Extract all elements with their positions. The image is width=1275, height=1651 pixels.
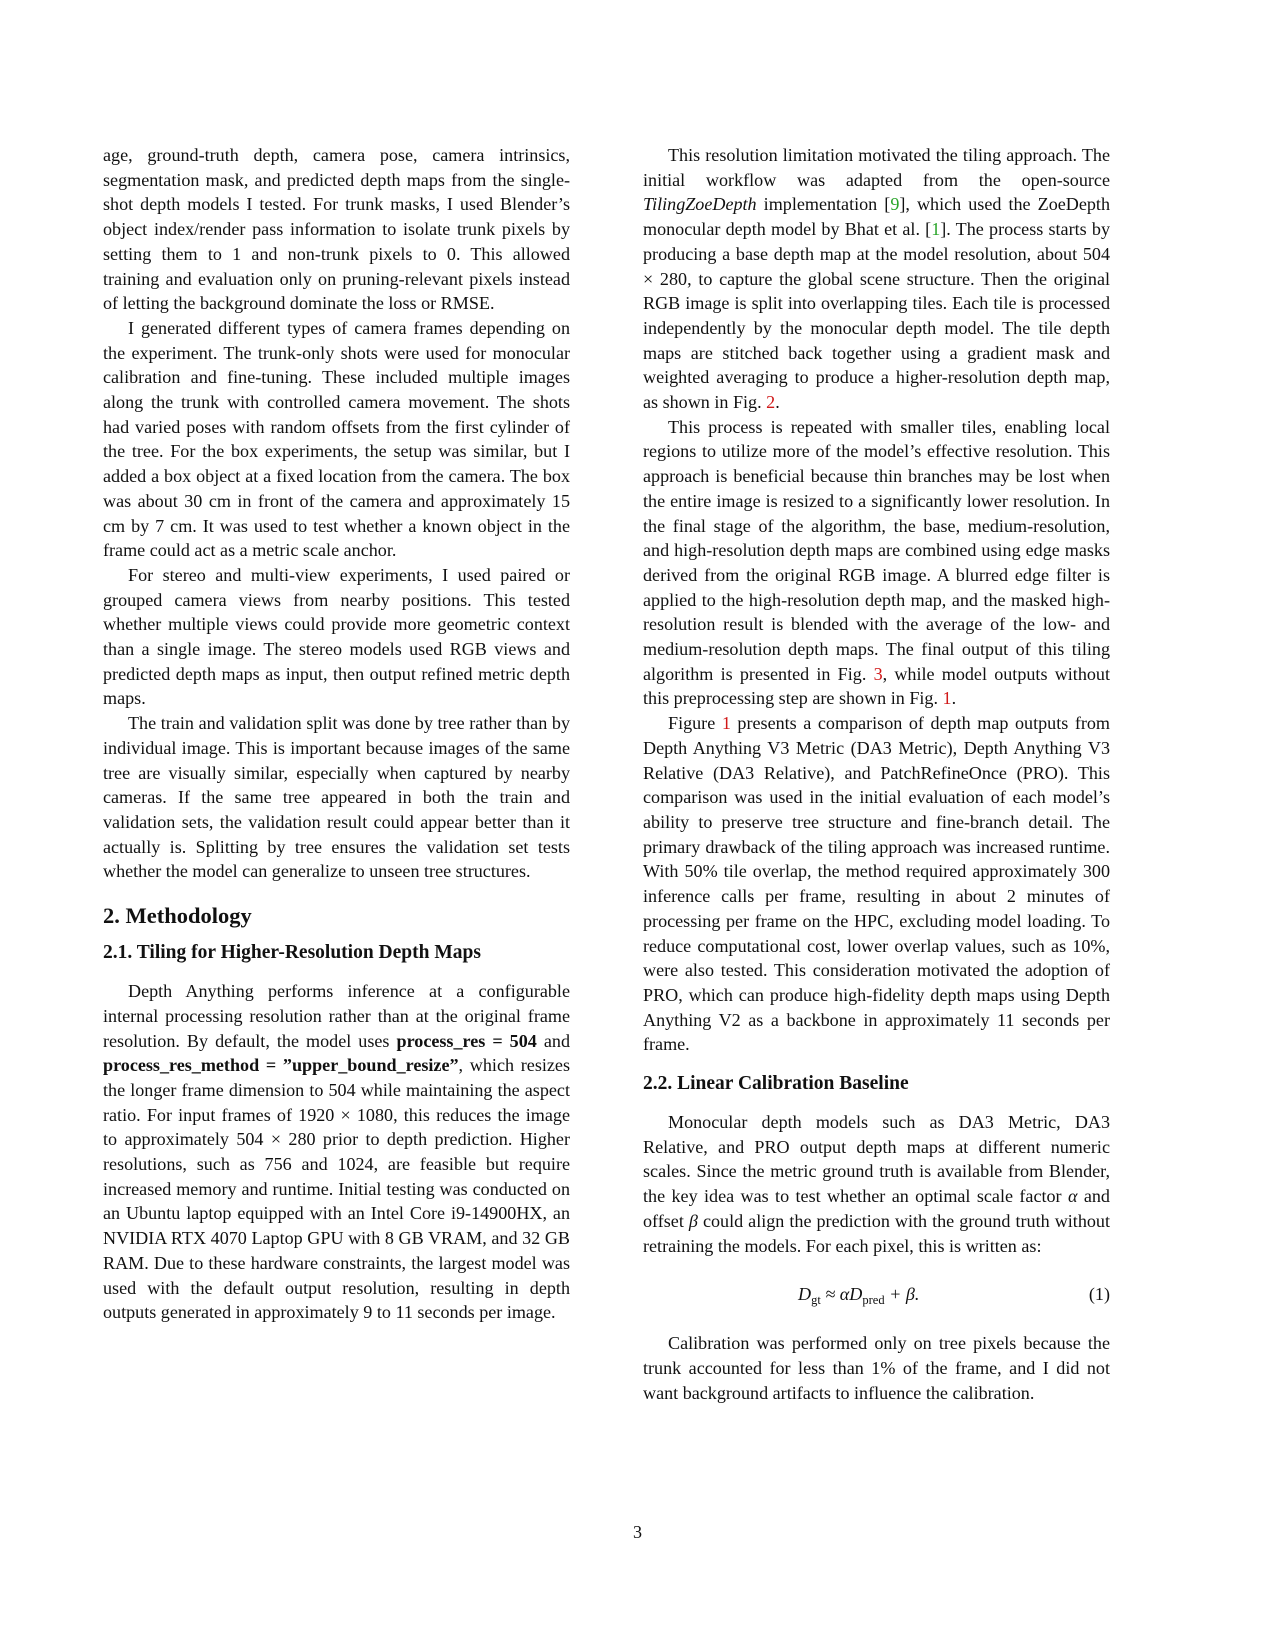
text-run: . — [951, 688, 957, 709]
math-symbol: α — [1067, 1186, 1078, 1207]
text-run: ]. The process starts by producing a base depth map at the model resolution, about 504 × 280, to capture the global scene structure. Then the original RGB image is split into overlapping tiles. Each tile is processed independently by the monocular depth model. The tile depth maps are stitched back together using a gradient mask and weighted averaging to produce a higher-resolution depth map, as shown in Fig. — [643, 219, 1110, 413]
text-run: . — [775, 392, 780, 413]
text-run: could align the prediction with the ground truth without retraining the models. For each pixel, this is written as: — [643, 1210, 1110, 1256]
subscript: gt — [811, 1293, 821, 1308]
text-run: Figure — [668, 713, 722, 734]
figure-ref-link[interactable]: 1 — [942, 688, 952, 709]
code-term: process_res = 504 — [396, 1030, 537, 1051]
paragraph — [103, 979, 570, 1325]
right-column — [643, 143, 1110, 1405]
left-column — [103, 143, 570, 1325]
math-symbol: D — [798, 1284, 812, 1305]
paragraph — [643, 415, 1110, 711]
text-run: and offset — [643, 1186, 1110, 1231]
math-symbol: + β. — [884, 1284, 920, 1305]
citation-link[interactable]: 9 — [890, 194, 900, 215]
text-run: This resolution limitation motivated the tiling approach. The initial workflow was adapted from the open-source — [643, 145, 1110, 190]
paragraph — [643, 143, 1110, 415]
text-run: ], which used the ZoeDepth monocular depth model by Bhat et al. [ — [643, 194, 1111, 240]
text-run: presents a comparison of depth map outputs from Depth Anything V3 Metric (DA3 Metric), Depth Anything V3 Relative (DA3 Relative), and PatchRefineOnce (PRO). This comparison was used in the initial evaluation of each model’s ability to preserve tree structure and fine-branch detail. The primary drawback of the tiling approach was increased runtime. With 50% tile overlap, the method required approximately 300 inference calls per frame, resulting in about 2 minutes of processing per frame on the HPC, excluding model loading. To reduce computational cost, lower overlap values, such as 10%, were also tested. This consideration motivated the adoption of PRO, which can produce high-fidelity depth maps using Depth Anything V2 as a backbone in approximately 11 seconds per frame. — [643, 713, 1110, 1055]
page-number: 3 — [632, 1522, 643, 1542]
emphasis: TilingZoeDepth — [643, 194, 757, 215]
paragraph: Calibration was performed only on tree pixels because the trunk accounted for less than 1% of the frame, and I did not want background artifacts to influence the calibration. — [643, 1333, 1110, 1403]
text-run: , which resizes the longer frame dimension to 504 while maintaining the aspect ratio. For input frames of 1920 × 1080, this reduces the image to approximately 504 × 280 prior to depth prediction. Higher resolutions, such as 756 and 1024, are feasible but require increased memory and runtime. Initial testing was conducted on an Ubuntu laptop equipped with an Intel Core i9-14900HX, an NVIDIA RTX 4070 Laptop GPU with 8 GB VRAM, and 32 GB RAM. Due to these hardware constraints, the largest model was used with the default output resolution, resulting in depth outputs generated in approximately 9 to 11 seconds per image. — [103, 1055, 570, 1323]
paragraph: I generated different types of camera frames depending on the experiment. The trunk-only shots were used for monocular calibration and fine-tuning. These included multiple images along the trunk with controlled camera movement. The shots had varied poses with random offsets from the first cylinder of the tree. For the box experiments, the setup was similar, but I added a box object at a fixed location from the camera. The box was about 30 cm in front of the camera and approximately 15 cm by 7 cm. It was used to test whether a known object in the frame could act as a metric scale anchor. — [103, 317, 570, 561]
section-heading-methodology: 2. Methodology — [103, 903, 252, 929]
text-run: This process is repeated with smaller tiles, enabling local regions to utilize more of the model’s effective resolution. This approach is beneficial because thin branches may be lost when the entire image is resized to a significantly lower resolution. In the final stage of the algorithm, the base, medium-resolution, and high-resolution depth maps are combined using edge masks derived from the original RGB image. A blurred edge filter is applied to the high-resolution depth map, and the masked high-resolution result is blended with the average of the low- and medium-resolution depth maps. The final output of this tiling algorithm is presented in Fig. — [643, 416, 1110, 684]
figure-ref-link[interactable]: 3 — [873, 663, 883, 684]
paragraph: age, ground-truth depth, camera pose, camera intrinsics, segmentation mask, and predicted depth maps from the single-shot depth models I tested. For trunk masks, I used Blender’s object index/render pass information to isolate trunk pixels by setting them to 1 and non-trunk pixels to 0. This allowed training and evaluation only on pruning-relevant pixels instead of letting the background dominate the loss or RMSE. — [103, 145, 570, 314]
subsection-heading-linear-calibration: 2.2. Linear Calibration Baseline — [643, 1073, 909, 1095]
equation-number: (1) — [1088, 1284, 1110, 1305]
equation — [643, 1282, 1110, 1306]
figure-ref-link[interactable]: 1 — [721, 713, 731, 734]
text-run: Monocular depth models such as DA3 Metric, DA3 Relative, and PRO output depth maps at different numeric scales. Since the metric ground truth is available from Blender, the key idea was to test whether an optimal scale factor — [643, 1112, 1110, 1207]
text-run: Depth Anything performs inference at a configurable internal processing resolution rather than at the original frame resolution. By default, the model uses — [103, 981, 570, 1051]
paragraph: For stereo and multi-view experiments, I used paired or grouped camera views from nearby positions. This tested whether multiple views could provide more geometric context than a single image. The stereo models used RGB views and predicted depth maps as input, then output refined metric depth maps. — [103, 564, 570, 709]
text-run: implementation [ — [756, 194, 891, 215]
subsection-heading-tiling: 2.1. Tiling for Higher-Resolution Depth Maps — [103, 942, 481, 964]
code-term: process_res_method = ”upper_bound_resize” — [103, 1055, 459, 1076]
math-symbol: β — [688, 1210, 698, 1231]
citation-link[interactable]: 1 — [931, 219, 941, 240]
subscript: pred — [862, 1293, 885, 1308]
paragraph — [643, 1110, 1110, 1258]
paragraph — [643, 711, 1110, 1057]
math-symbol: ≈ αD — [820, 1284, 863, 1305]
text-run: and — [536, 1030, 570, 1051]
paragraph: The train and validation split was done by tree rather than by individual image. This is important because images of the same tree are visually similar, especially when captured by nearby cameras. If the same tree appeared in both the train and validation sets, the validation result could appear better than it actually is. Splitting by tree ensures the validation set tests whether the model can generalize to unseen tree structures. — [103, 713, 570, 882]
text-run: , while model outputs without this preprocessing step are shown in Fig. — [643, 663, 1110, 709]
figure-ref-link[interactable]: 2 — [766, 392, 776, 413]
equation-body — [798, 1282, 919, 1313]
